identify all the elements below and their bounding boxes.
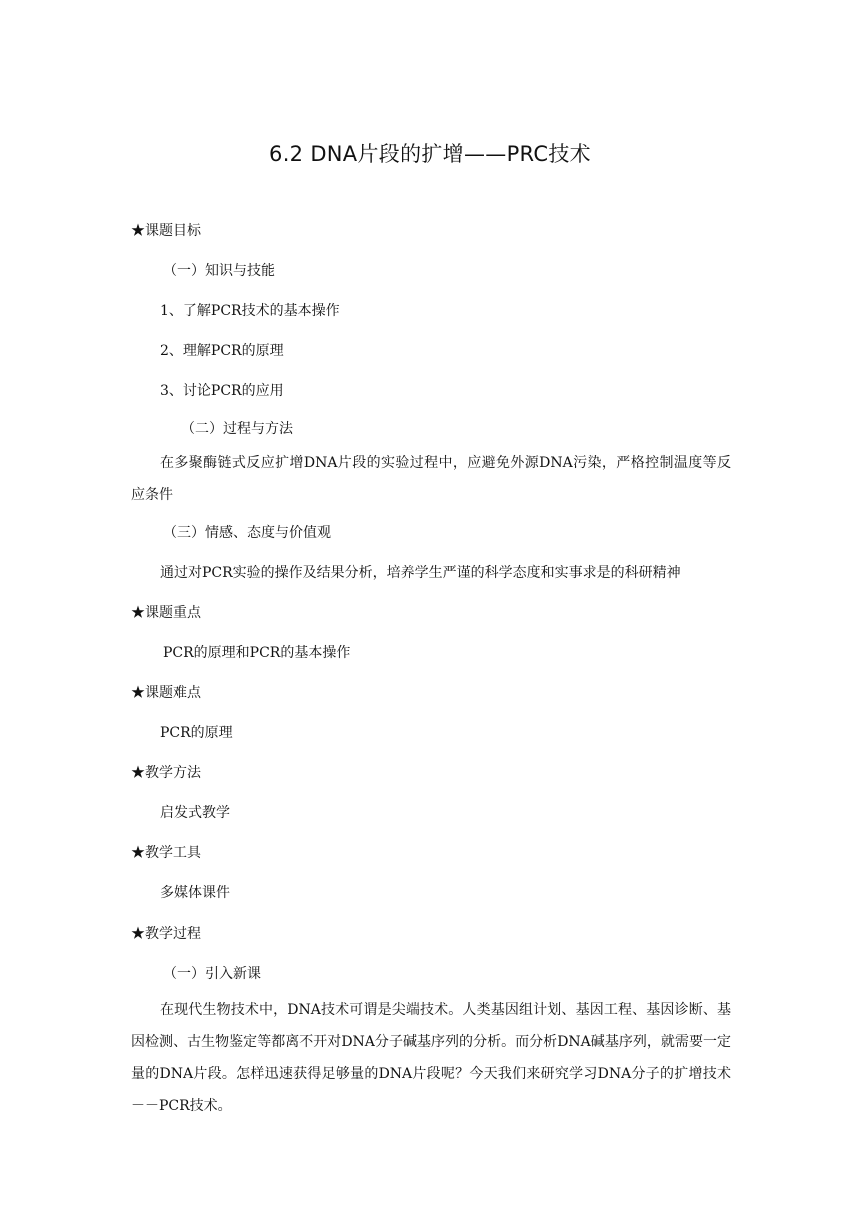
process-method-heading: （二）过程与方法 xyxy=(181,421,293,437)
objectives-heading: ★课题目标 xyxy=(131,223,201,239)
teaching-process-heading: ★教学过程 xyxy=(131,926,201,942)
attitude-text: 通过对PCR实验的操作及结果分析，培养学生严谨的科学态度和实事求是的科研精神 xyxy=(160,565,681,581)
method-heading: ★教学方法 xyxy=(131,765,201,781)
difficulty-text: PCR的原理 xyxy=(160,725,233,741)
knowledge-heading: （一）知识与技能 xyxy=(163,263,275,279)
objective-item-3: 3、讨论PCR的应用 xyxy=(160,383,284,399)
objective-item-2: 2、理解PCR的原理 xyxy=(160,343,284,359)
difficulty-heading: ★课题难点 xyxy=(131,685,201,701)
method-text: 启发式教学 xyxy=(160,805,230,821)
attitude-heading: （三）情感、态度与价值观 xyxy=(163,525,331,541)
objective-item-1: 1、了解PCR技术的基本操作 xyxy=(160,303,340,319)
intro-heading: （一）引入新课 xyxy=(163,966,261,982)
page-title: 6.2 DNA片段的扩增——PRC技术 xyxy=(269,142,591,166)
tools-heading: ★教学工具 xyxy=(131,845,201,861)
intro-text: 在现代生物技术中，DNA技术可谓是尖端技术。人类基因组计划、基因工程、基因诊断、基因检测、古生物鉴定等都离不开对DNA分子碱基序列的分析。而分析DNA碱基序列，就需要一定量的DNA片段。怎样迅速获得足够量的DNA片段呢？今天我们来研究学习DNA分子的扩增技术－－PCR技术。 xyxy=(131,1002,731,1114)
focus-text: PCR的原理和PCR的基本操作 xyxy=(163,645,351,661)
process-method-text: 在多聚酶链式反应扩增DNA片段的实验过程中，应避免外源DNA污染，严格控制温度等反应条件 xyxy=(131,455,731,503)
focus-heading: ★课题重点 xyxy=(131,605,201,621)
tools-text: 多媒体课件 xyxy=(160,885,230,901)
